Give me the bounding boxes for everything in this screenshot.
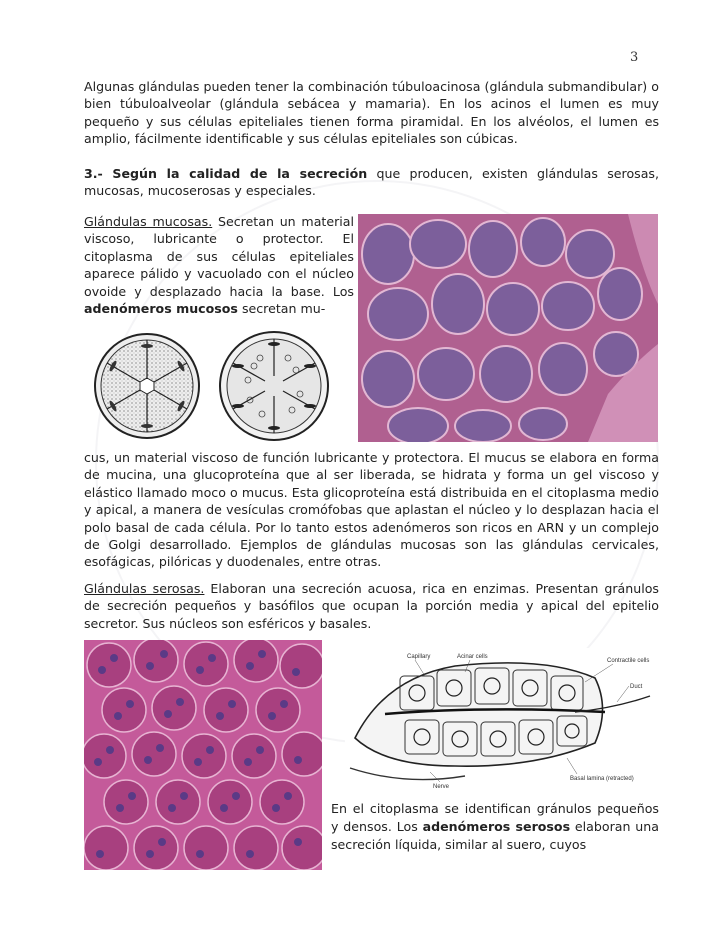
mucosas-bold: adenómeros mucosos: [84, 301, 238, 317]
serosas-text: Elaboran una secreción acuosa, rica en enzimas. Presentan gránulos de secreción pequeños y basófilos que ocupan la porción media y apical del epitelio secretor. Sus núcleos son esféricos y basales.: [84, 581, 659, 631]
section3-heading: 3.- Según la calidad de la secreción: [84, 166, 368, 181]
label-acinar-cells: Acinar cells: [457, 654, 488, 660]
mucosas-text2: secretan mu-: [237, 301, 326, 317]
serosas-title: Glándulas serosas.: [84, 581, 205, 596]
label-contractile-cells: Contractile cells: [607, 658, 650, 664]
mucous-acini-drawings: [84, 330, 344, 442]
final-paragraph: [331, 800, 659, 854]
section3-text: que producen, existen glándulas serosas, mucosas, mucoserosas y especiales.: [84, 166, 659, 199]
mucosas-text1: Secretan un material viscoso, lubricante o protector. El citoplasma de sus células epiteliales aparece pálido y vacuolado con el núcleo ovoide y desplazado hacia la base. Los: [84, 214, 354, 299]
serous-gland-micrograph: [84, 640, 322, 870]
label-basal-lamina: Basal lamina (retracted): [570, 776, 634, 782]
mucous-acinus-2: [220, 332, 328, 440]
section3-paragraph: [84, 165, 659, 200]
page-number: 3: [630, 50, 639, 65]
mucosas-title: Glándulas mucosas.: [84, 214, 213, 229]
mucous-acinus-1: [95, 334, 199, 438]
mucous-gland-micrograph: [358, 214, 658, 442]
serosas-paragraph: [84, 580, 659, 632]
label-duct: Duct: [630, 684, 643, 690]
mucosas-continuation: cus, un material viscoso de función lubricante y protectora. El mucus se elabora en forma de mucina, una glucoproteína que al ser liberada, se hidrata y forma un gel viscoso y elástico llamado moco o mucus. Esta glicoproteína está distribuida en el citoplasma medio y apical, a manera de vesículas cromófobas que aplastan el núcleo y lo desplazan hacia el polo basal de cada célula. Por lo tanto estos adenómeros son ricos en ARN y un complejo de Golgi desarrollado. Ejemplos de glándulas mucosas son las glándulas cervicales, esofágicas, pilóricas y duodenales, entre otras.: [84, 450, 659, 570]
label-capillary: Capillary: [407, 654, 431, 660]
mucosas-paragraph: [84, 213, 354, 317]
intro-paragraph: Algunas glándulas pueden tener la combinación túbuloacinosa (glándula submandibular) o bien túbuloalveolar (glándula sebácea y mamaria). En los acinos el lumen es muy pequeño y sus células epiteliales tienen forma piramidal. En los alvéolos, el lumen es amplio, fácilmente identificable y sus células epiteliales son cúbicas.: [84, 79, 659, 147]
final-bold: adenómeros serosos: [422, 819, 571, 834]
serous-acinus-diagram: [345, 648, 655, 790]
final-text2: elaboran una secreción líquida, similar al suero, cuyos: [331, 819, 659, 852]
final-text1: En el citoplasma se identifican gránulos pequeños y densos. Los: [331, 801, 659, 834]
label-nerve: Nerve: [433, 784, 450, 790]
